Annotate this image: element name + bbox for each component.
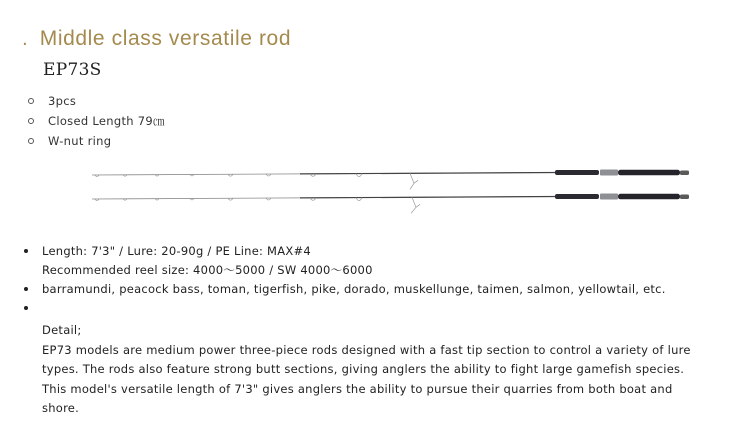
rod-product-image: [0, 160, 734, 220]
bullet-icon: [24, 306, 28, 310]
detail-label: Detail;: [42, 323, 82, 337]
spec-item: [25, 131, 165, 151]
length-lure-line: Length: 7'3" / Lure: 20-90g / PE Line: MAX#4: [42, 244, 311, 258]
description-line: EP73 models are medium power three-piece rods designed with a fast tip section to control a variety of lure: [42, 342, 691, 357]
target-species-line: barramundi, peacock bass, toman, tigerfish, pike, dorado, muskellunge, taimen, salmon, yellowtail, etc.: [42, 282, 666, 296]
heading-title: Middle class versatile rod: [39, 27, 292, 50]
spec-item: [25, 111, 165, 131]
description-line: shore.: [42, 401, 80, 415]
list-item: [22, 299, 722, 318]
rod-2-image: [92, 194, 689, 214]
section-heading: [22, 27, 291, 51]
model-name: EP73S: [43, 60, 102, 80]
spec-list: [25, 91, 165, 151]
list-item: [22, 280, 722, 299]
bullet-icon: [24, 287, 28, 291]
reel-size-line: Recommended reel size: 4000～5000 / SW 4000～6000: [42, 263, 373, 277]
spec-item: [25, 91, 165, 111]
circle-bullet-icon: [28, 118, 34, 124]
spec-text: W-nut ring: [48, 134, 112, 148]
heading-bullet: .: [22, 29, 28, 50]
bullet-icon: [24, 249, 28, 253]
circle-bullet-icon: [28, 98, 34, 104]
detail-description: [42, 321, 732, 419]
description-line: types. The rods also feature strong butt sections, giving anglers the ability to fight large gamefish species.: [42, 362, 685, 376]
spec-text: Closed Length 79㎝: [48, 114, 165, 128]
circle-bullet-icon: [28, 138, 34, 144]
list-item: [22, 242, 722, 280]
spec-text: 3pcs: [48, 94, 77, 108]
description-line: This model's versatile length of 7'3" gives anglers the ability to pursue their quarries from both boat and: [42, 381, 673, 396]
rod-1-image: [92, 170, 689, 190]
detail-list: [22, 242, 722, 318]
